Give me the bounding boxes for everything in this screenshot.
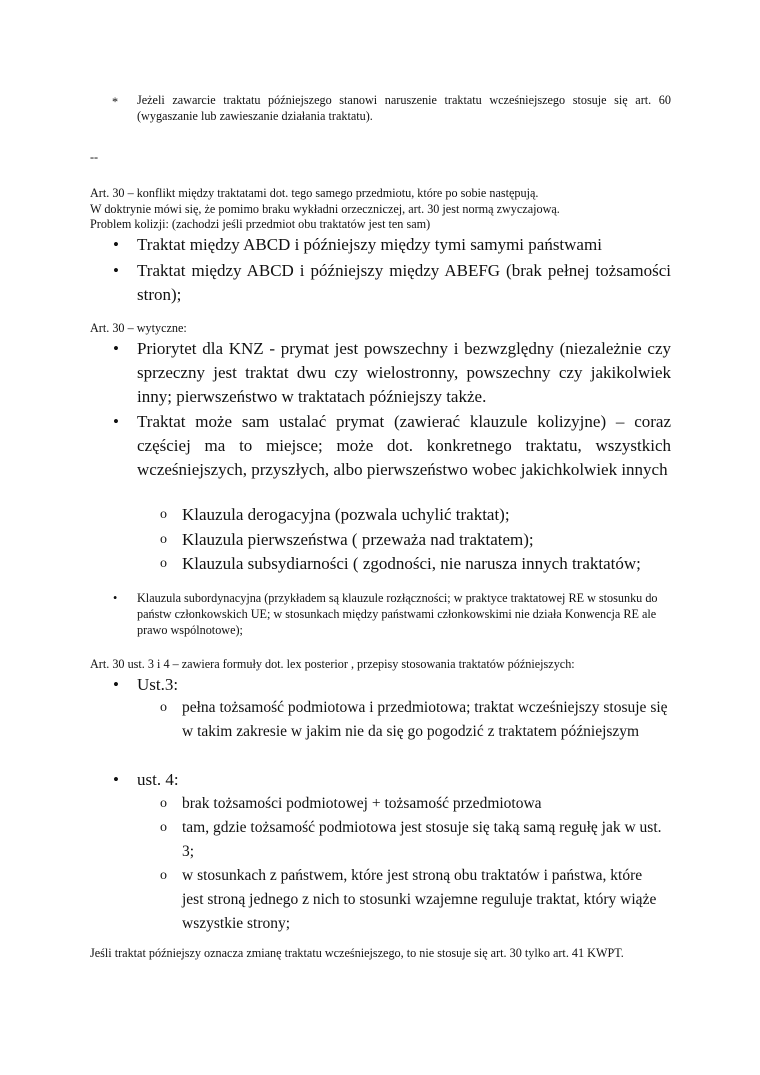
bullet-marker: •: [113, 591, 118, 605]
guideline-item: Priorytet dla KNZ - prymat jest powszechny i bezwzględny (niezależnie czy sprzeczny jest traktat dwu czy wielostronny, powszechny czy jakikolwiek inny; pierwszeństwo w traktatach późniejszy także.: [137, 339, 671, 406]
clause-subitem: Klauzula subsydiarności ( zgodności, nie narusza innych traktatów;: [182, 554, 641, 573]
bullet-marker: •: [113, 412, 119, 431]
art30-intro-line3: Problem kolizji: (zachodzi jeśli przedmiot obu traktatów jest ten sam): [90, 217, 431, 231]
circle-marker: o: [160, 868, 167, 883]
closing-paragraph: Jeśli traktat późniejszy oznacza zmianę traktatu wcześniejszego, to nie stosuje się art. 30 tylko art. 41 KWPT.: [90, 946, 624, 960]
ust3-label: Ust.3:: [137, 675, 179, 694]
circle-marker: o: [160, 556, 167, 571]
collision-item: Traktat między ABCD i późniejszy między tymi samymi państwami: [137, 235, 602, 254]
ust4-subitem: w stosunkach z państwem, które jest stroną obu traktatów i państwa, które jest stroną jednego z nich to stosunki wzajemne reguluje traktat, który wiąże wszystkie strony;: [182, 867, 657, 932]
circle-marker: o: [160, 700, 167, 715]
circle-marker: o: [160, 507, 167, 522]
bullet-marker: •: [113, 235, 119, 254]
bullet-marker: •: [113, 770, 119, 789]
circle-marker: o: [160, 796, 167, 811]
ust4-label: ust. 4:: [137, 770, 179, 789]
clause-subitem: Klauzula derogacyjna (pozwala uchylić traktat);: [182, 505, 510, 524]
separator: --: [90, 150, 99, 164]
circle-marker: o: [160, 532, 167, 547]
ust3-subitem: pełna tożsamość podmiotowa i przedmiotowa; traktat wcześniejszy stosuje się w takim zakresie w jakim nie da się go pogodzić z traktatem późniejszym: [182, 699, 668, 740]
subordination-item: Klauzula subordynacyjna (przykładem są klauzule rozłączności; w praktyce traktatowej RE w stosunku do państw członkowskich UE; w stosunkach między państwami członkowskimi nie działa Konwencja RE ale prawo wspólnotowe);: [137, 591, 658, 637]
ust-heading: Art. 30 ust. 3 i 4 – zawiera formuły dot. lex posterior , przepisy stosowania traktatów późniejszych:: [90, 657, 575, 671]
asterisk-marker: *: [112, 95, 119, 109]
bullet-marker: •: [113, 339, 119, 358]
clause-subitem: Klauzula pierwszeństwa ( przeważa nad traktatem);: [182, 530, 534, 549]
guidelines-heading: Art. 30 – wytyczne:: [90, 321, 187, 335]
asterisk-item-text: Jeżeli zawarcie traktatu późniejszego stanowi naruszenie traktatu wcześniejszego stosuje się art. 60 (wygaszanie lub zawieszanie działania traktatu).: [137, 93, 671, 123]
collision-item: Traktat między ABCD i późniejszy między ABEFG (brak pełnej tożsamości stron);: [137, 261, 671, 304]
ust4-subitem: tam, gdzie tożsamość podmiotowa jest stosuje się taką samą regułę jak w ust. 3;: [182, 819, 662, 860]
art30-intro-line1: Art. 30 – konflikt między traktatami dot. tego samego przedmiotu, które po sobie następują.: [90, 186, 539, 200]
guideline-item: Traktat może sam ustalać prymat (zawierać klauzule kolizyjne) – coraz częściej ma to miejsce; może dot. konkretnego traktatu, wszystkich wcześniejszych, przyszłych, albo pierwszeństwo wobec jakichkolwiek innych: [137, 412, 671, 479]
bullet-marker: •: [113, 261, 119, 280]
art30-intro-line2: W doktrynie mówi się, że pomimo braku wykładni orzeczniczej, art. 30 jest normą zwyczajową.: [90, 202, 560, 216]
circle-marker: o: [160, 820, 167, 835]
ust4-subitem: brak tożsamości podmiotowej + tożsamość przedmiotowa: [182, 795, 542, 812]
bullet-marker: •: [113, 675, 119, 694]
